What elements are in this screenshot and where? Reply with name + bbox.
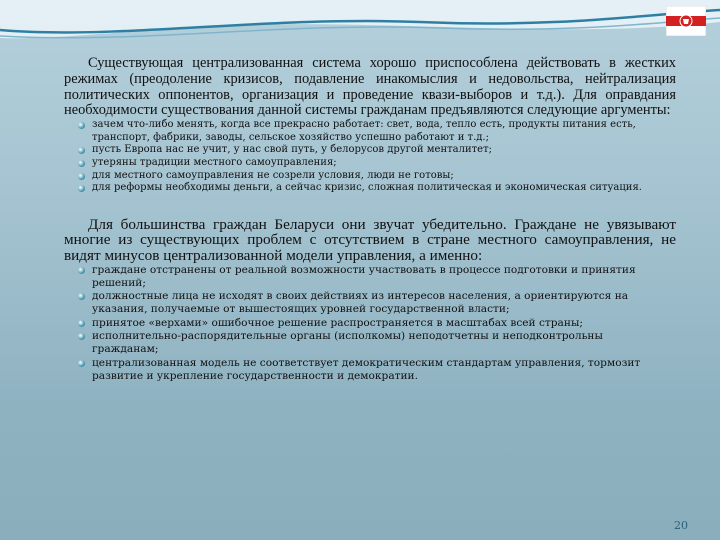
spacer bbox=[64, 195, 676, 217]
list-item: централизованная модель не соответствует демократическим стандартам управления, тормозит развитие и укрепление государственности и демократии. bbox=[78, 357, 676, 384]
list-item: утеряны традиции местного самоуправления; bbox=[78, 157, 676, 170]
intro-paragraph: Существующая централизованная система хорошо приспособлена действовать в жестких режимах (преодоление кризисов, подавление инакомыслия и недовольства, нейтрализация политических оппонентов, организация и проведение квази-выборов и т.д.). Для оправдания необходимости существования данной системы гражданам предъявляются следующие аргументы: bbox=[64, 55, 676, 119]
flag-icon bbox=[666, 6, 706, 36]
list-item: для местного самоуправления не созрели условия, люди не готовы; bbox=[78, 170, 676, 183]
list-item: принятое «верхами» ошибочное решение распространяется в масштабах всей страны; bbox=[78, 317, 676, 330]
second-paragraph: Для большинства граждан Беларуси они звучат убедительно. Граждане не увязывают многие из существующих проблем с отсутствием в стране местного самоуправления, не видят минусов централизованной модели управления, а именно: bbox=[64, 215, 676, 264]
list-item: пусть Европа нас не учит, у нас свой путь, у белорусов другой менталитет; bbox=[78, 144, 676, 157]
list-item: зачем что-либо менять, когда все прекрасно работает: свет, вода, тепло есть, продукты питания есть, транспорт, фабрики, заводы, сельское хозяйство успешно работают и т.д.; bbox=[78, 119, 676, 144]
arguments-list bbox=[64, 119, 676, 195]
problems-list bbox=[64, 264, 676, 384]
list-item: граждане отстранены от реальной возможности участвовать в процессе подготовки и принятия решений; bbox=[78, 264, 676, 291]
list-item: для реформы необходимы деньги, а сейчас кризис, сложная политическая и экономическая ситуация. bbox=[78, 182, 676, 195]
slide-content bbox=[64, 56, 676, 526]
page-number: 20 bbox=[674, 519, 688, 532]
list-item: должностные лица не исходят в своих действиях из интересов населения, а ориентируются на указания, получаемые от вышестоящих уровней государственной власти; bbox=[78, 290, 676, 317]
list-item: исполнительно-распорядительные органы (исполкомы) неподотчетны и неподконтрольны гражданам; bbox=[78, 330, 676, 357]
top-wave-decoration bbox=[0, 0, 720, 60]
